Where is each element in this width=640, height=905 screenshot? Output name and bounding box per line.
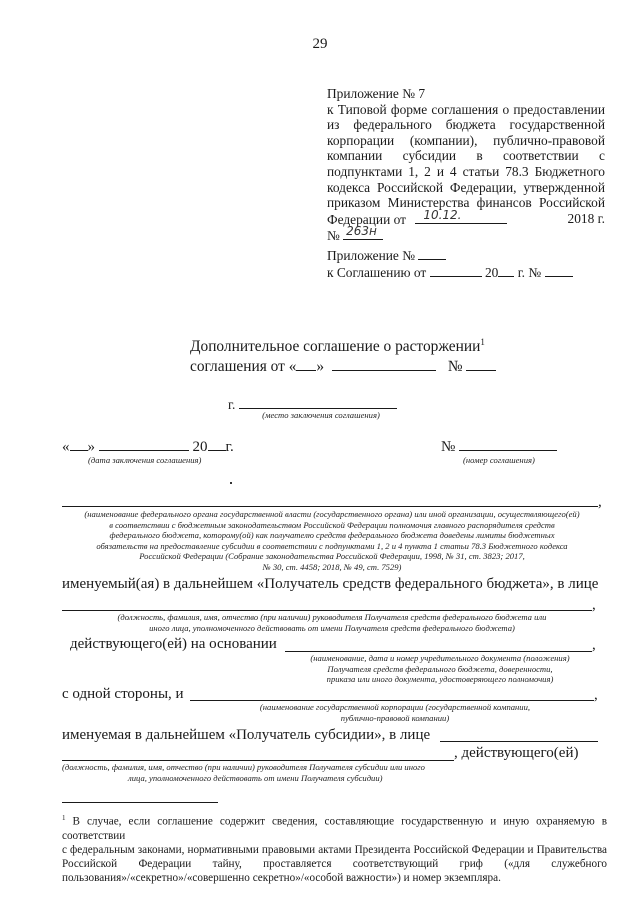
title-number-label: № — [447, 358, 463, 376]
recipient-subsidy-acting: , действующего(ей) — [454, 745, 579, 761]
acting-basis-hint-line: (наименование, дата и номер учредительного документа (положения) — [310, 653, 570, 663]
place-hint: (место заключения соглашения) — [262, 410, 380, 420]
annex-agreement-number-label: Приложение № — [327, 248, 415, 263]
annex-7-line: корпорации (компании), публично-правовой — [327, 132, 605, 148]
annex-7-line: кодекса Российской Федерации, утвержденной — [327, 179, 605, 195]
authority-hint-line: в соответствии с бюджетным законодательством Российской Федерации полномочия главного распорядителя средств — [109, 519, 555, 530]
date-close-quote: » — [87, 439, 95, 455]
authority-hint-line: обязательств на предоставление субсидии в соответствии с подпунктами 1, 2 и 4 пункта 1 статьи 78.3 Бюджетного кодекса — [96, 540, 568, 551]
date-hint: (дата заключения соглашения) — [88, 455, 202, 465]
annex-agreement-line2 — [327, 264, 573, 281]
footnote-line-text: В случае, если соглашение содержит сведения, составляющие государственную и иную охраняемую в соответствии — [62, 815, 607, 842]
annex-agreement-block — [327, 247, 573, 281]
annex-7-number-field — [343, 223, 383, 240]
agreement-number-field — [459, 438, 557, 451]
acting-basis-comma: , — [592, 637, 596, 653]
annex-7-number-row — [327, 223, 605, 244]
recipient-funds-hint-line: иного лица, уполномоченного действовать от имени Получателя средств федерального бюджета) — [149, 622, 515, 633]
authority-hint-line: Российской Федерации (Собрание законодательства Российской Федерации, 1998, № 31, ст. 3823; 2017, — [139, 551, 525, 561]
date-open-quote: « — [62, 439, 70, 455]
one-side-comma: , — [594, 687, 598, 703]
authority-hint-line: № 30, ст. 4458; 2018, № 49, ст. 7529) — [262, 561, 402, 572]
annex-agreement-date-field — [430, 264, 482, 277]
annex-agreement-year: 20 — [484, 265, 499, 280]
annex-agreement-date-label: к Соглашению от — [327, 265, 427, 280]
authority-comma: , — [598, 494, 602, 510]
recipient-subsidy-hint — [62, 762, 462, 783]
recipient-funds-comma: , — [592, 597, 596, 613]
annex-7-block — [327, 86, 605, 243]
one-side-hint-line: публично-правовой компании) — [340, 712, 450, 723]
annex-agreement-number-field — [418, 247, 446, 260]
acting-basis-hint — [285, 653, 595, 685]
authority-hint-line: федерального бюджета, которому(ой) как получателю средств федерального бюджета доведены лимиты бюджетных — [109, 530, 555, 540]
one-side-text: с одной стороны, и — [62, 686, 184, 702]
authority-hint-line: (наименование федерального органа государственной власти (государственного органа) или иной организации, осуществляющего(ей) — [84, 509, 580, 519]
one-side-hint — [190, 702, 600, 723]
title-day-field — [296, 358, 316, 371]
page-number: 29 — [312, 36, 328, 52]
footnote-line: с федеральным законами, нормативными правовыми актами Президента Российской Федерации и Правительства — [62, 843, 607, 856]
title-date-close: » — [316, 358, 325, 376]
recipient-funds-hint-line: (должность, фамилия, имя, отчество (при наличии) руководителя Получателя средств федерального бюджета или — [117, 612, 547, 622]
acting-basis-hint-line: Получателя средств федерального бюджета, доверенности, — [327, 663, 553, 674]
recipient-subsidy-hint-line: лица, уполномоченного действовать от имени Получателя субсидии) — [128, 772, 383, 783]
agreement-number-hint: (номер соглашения) — [463, 455, 535, 465]
title-line2 — [190, 357, 496, 377]
annex-7-year: 2018 г. — [567, 210, 605, 226]
footnote-line — [62, 811, 607, 843]
title-text: Дополнительное соглашение о расторжении — [190, 338, 481, 356]
annex-agreement-number2-field — [545, 264, 573, 277]
agreement-number-label: № — [441, 439, 456, 455]
annex-agreement-number2-label: г. № — [517, 265, 542, 280]
agreement-number-row — [441, 438, 557, 456]
date-row — [62, 438, 234, 456]
annex-7-number-prefix: № — [327, 227, 340, 243]
authority-line — [62, 506, 598, 507]
recipient-funds-line — [62, 610, 592, 611]
acting-basis-text: действующего(ей) на основании — [70, 636, 277, 652]
date-month-field — [99, 438, 189, 451]
authority-hint — [60, 509, 604, 572]
acting-basis-hint-line: приказа или иного документа, удостоверяющего полномочия) — [326, 674, 554, 684]
title-footnote-mark: 1 — [480, 337, 485, 347]
annex-7-date-handwritten: 10.12. — [423, 207, 462, 222]
recipient-subsidy-line-2 — [62, 760, 454, 761]
recipient-funds-hint — [62, 612, 602, 633]
dot-mark — [230, 482, 232, 484]
one-side-line — [190, 700, 594, 701]
title-number-field — [466, 358, 496, 371]
place-prefix: г. — [228, 397, 236, 412]
footnote-last-line: пользования»/«секретно»/«совершенно секретно»/«особой важности») и номер экземпляра. — [62, 871, 501, 884]
recipient-subsidy-hint-line: (должность, фамилия, имя, отчество (при наличии) руководителя Получателя субсидии или иного — [62, 762, 425, 772]
title-date-open: соглашения от « — [190, 358, 297, 376]
annex-7-line: подпунктами 1, 2 и 4 статьи 78.3 Бюджетного — [327, 163, 605, 179]
footnote-mark: 1 — [62, 814, 66, 822]
annex-7-date-prefix: Федерации от — [327, 211, 406, 227]
one-side-hint-line: (наименование государственной корпорации (государственной компании, — [259, 702, 531, 712]
place-field — [239, 396, 397, 409]
annex-agreement-line1 — [327, 247, 573, 264]
annex-7-line: приказом Министерства финансов Российской — [327, 195, 605, 211]
footnote-separator — [62, 802, 218, 803]
recipient-funds-text: именуемый(ая) в дальнейшем «Получатель средств федерального бюджета», в лице — [62, 576, 599, 592]
date-year-field — [208, 438, 226, 451]
recipient-subsidy-line-1 — [440, 741, 598, 742]
date-year: 20 — [192, 439, 208, 455]
date-year-suffix: г. — [225, 439, 234, 455]
annex-7-line: компании субсидии в соответствии с — [327, 148, 605, 164]
annex-7-heading: Приложение № 7 — [327, 86, 426, 101]
annex-7-number-handwritten: 263н — [346, 223, 377, 238]
title-date-field — [332, 358, 436, 371]
date-day-field — [70, 438, 88, 451]
recipient-subsidy-text: именуемая в дальнейшем «Получатель субсидии», в лице — [62, 727, 431, 743]
footnote — [62, 811, 607, 885]
document-title — [190, 332, 496, 377]
footnote-line: Российской Федерации тайну, проставляется соответствующий гриф («для служебного — [62, 857, 607, 870]
title-line1 — [190, 332, 496, 357]
annex-7-date-field — [415, 207, 507, 224]
annex-agreement-year-field — [498, 264, 514, 277]
annex-7-line: к Типовой форме соглашения о предоставлении — [327, 101, 605, 117]
acting-basis-line — [285, 651, 592, 652]
annex-7-line: из федерального бюджета государственной — [327, 117, 605, 133]
